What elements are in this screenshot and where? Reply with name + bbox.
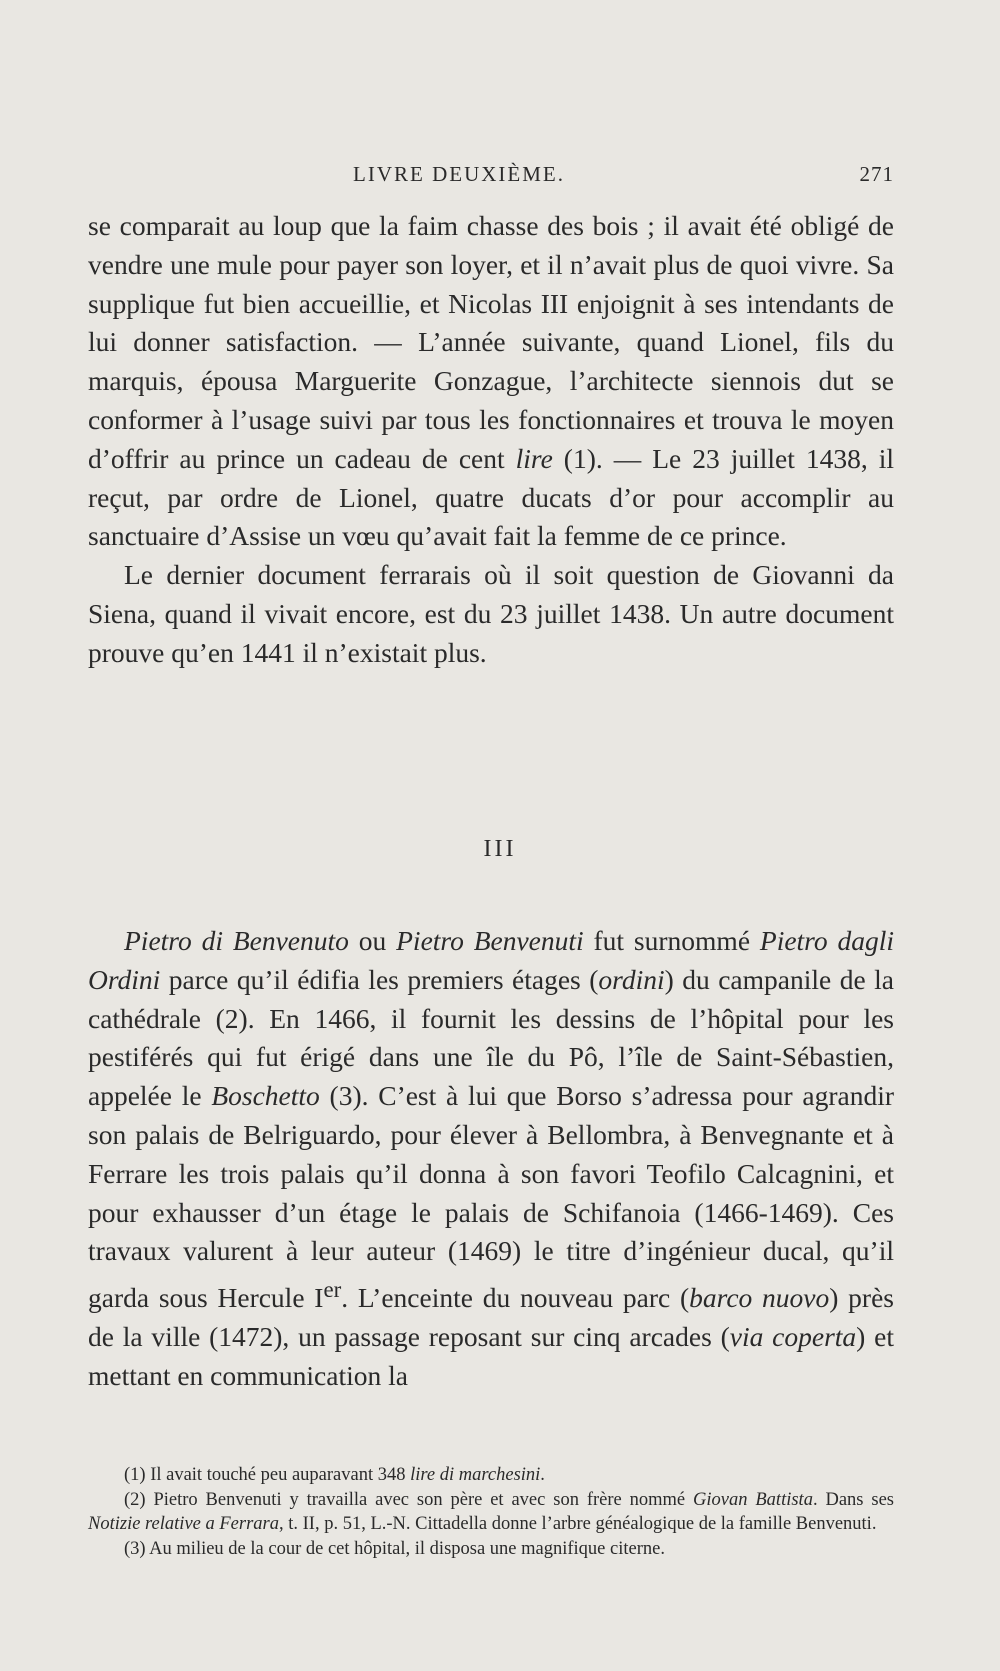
footnote-2 [88, 1488, 894, 1537]
italic-term: lire [515, 442, 553, 474]
italic-term: lire di marchesini [410, 1465, 541, 1485]
paragraph-text: parce qu’il édifia les premiers étages ( [160, 963, 599, 995]
paragraph-text: fut surnommé [583, 925, 760, 956]
page-number: 271 [859, 162, 894, 186]
paragraph-text: (3). C’est à lui que Borso s’adressa pour agrandir son palais de Belriguardo, pour élever à Bellombra, à Benvegnante et à Ferrare les trois palais qu’il donna à son favori Teofilo Calcagnini, et pour exhausser d’un étage le palais de Schifanoia (1466-1469). Ces travaux valurent à leur auteur (1469) le titre d’ingénieur ducal, qu’il garda sous Hercule I [88, 1080, 895, 1314]
italic-term: Notizie relative a Ferrara [88, 1514, 279, 1534]
footnote-text: . Dans ses [812, 1489, 894, 1510]
running-header [88, 156, 894, 196]
footnote-text: , t. II, p. 51, L.-N. Cittadella donne l’arbre généalogique de la famille Benvenuti. [278, 1514, 877, 1534]
italic-term: barco nuovo [689, 1282, 830, 1314]
footnote-text: (2) Pietro Benvenuti y travailla avec son père et avec son frère nommé [124, 1489, 694, 1510]
paragraph [88, 207, 894, 556]
paragraph [88, 922, 894, 1396]
footnote-text: . [540, 1465, 545, 1485]
footnote-1 [88, 1463, 894, 1488]
section-heading: III [483, 836, 517, 862]
body-text-section [88, 922, 894, 1396]
italic-term: Giovan Battista [693, 1489, 813, 1510]
footnote-text: (1) Il avait touché peu auparavant 348 [124, 1465, 411, 1485]
italic-term: Pietro di Benvenuto [124, 925, 349, 956]
paragraph: Le dernier document ferrarais où il soit question de Giovanni da Siena, quand il vivait encore, est du 23 juillet 1438. Un autre document prouve qu’en 1441 il n’existait plus. [88, 559, 894, 668]
paragraph-text: ) et mettant en communication la [88, 1321, 894, 1391]
running-title: LIVRE DEUXIÈME. [353, 162, 565, 186]
paragraph-text: ou [348, 925, 397, 956]
paragraph-text: ) près de la ville (1472), un passage reposant sur cinq arcades ( [88, 1282, 894, 1353]
superscript: er [323, 1277, 342, 1303]
italic-term: ordini [598, 963, 665, 995]
body-text-top [88, 207, 894, 673]
paragraph-text: ) du campanile de la cathédrale (2). En 1466, il fournit les dessins de l’hôpital pour les pestiférés qui fut érigé dans une île du Pô, l’île de Saint-Sébastien, appelée le [88, 963, 894, 1112]
italic-term: Pietro dagli Ordini [88, 925, 894, 995]
italic-term: Boschetto [211, 1080, 320, 1112]
paragraph-text: (1). — Le 23 juillet 1438, il reçut, par ordre de Lionel, quatre ducats d’or pour accomplir au sanctuaire d’Assise un vœu qu’avait fait la femme de ce prince. [88, 442, 894, 552]
paragraph-text: se comparait au loup que la faim chasse des bois ; il avait été obligé de vendre une mule pour payer son loyer, et il n’avait plus de quoi vivre. Sa supplique fut bien accueillie, et Nicolas III enjoignit à ses intendants de lui donner satisfaction. — L’année suivante, quand Lionel, fils du marquis, épousa Marguerite Gonzague, l’architecte siennois dut se conformer à l’usage suivi par tous les fonctionnaires et trouva le moyen d’offrir au prince un cadeau de cent [88, 210, 894, 474]
italic-term: Pietro Benvenuti [396, 925, 584, 956]
footnote-3: (3) Au milieu de la cour de cet hôpital, il disposa une magnifique citerne. [124, 1538, 665, 1559]
paragraph-text: . L’enceinte du nouveau parc ( [341, 1282, 690, 1314]
footnotes [88, 1463, 894, 1561]
italic-term: via coperta [729, 1321, 857, 1353]
